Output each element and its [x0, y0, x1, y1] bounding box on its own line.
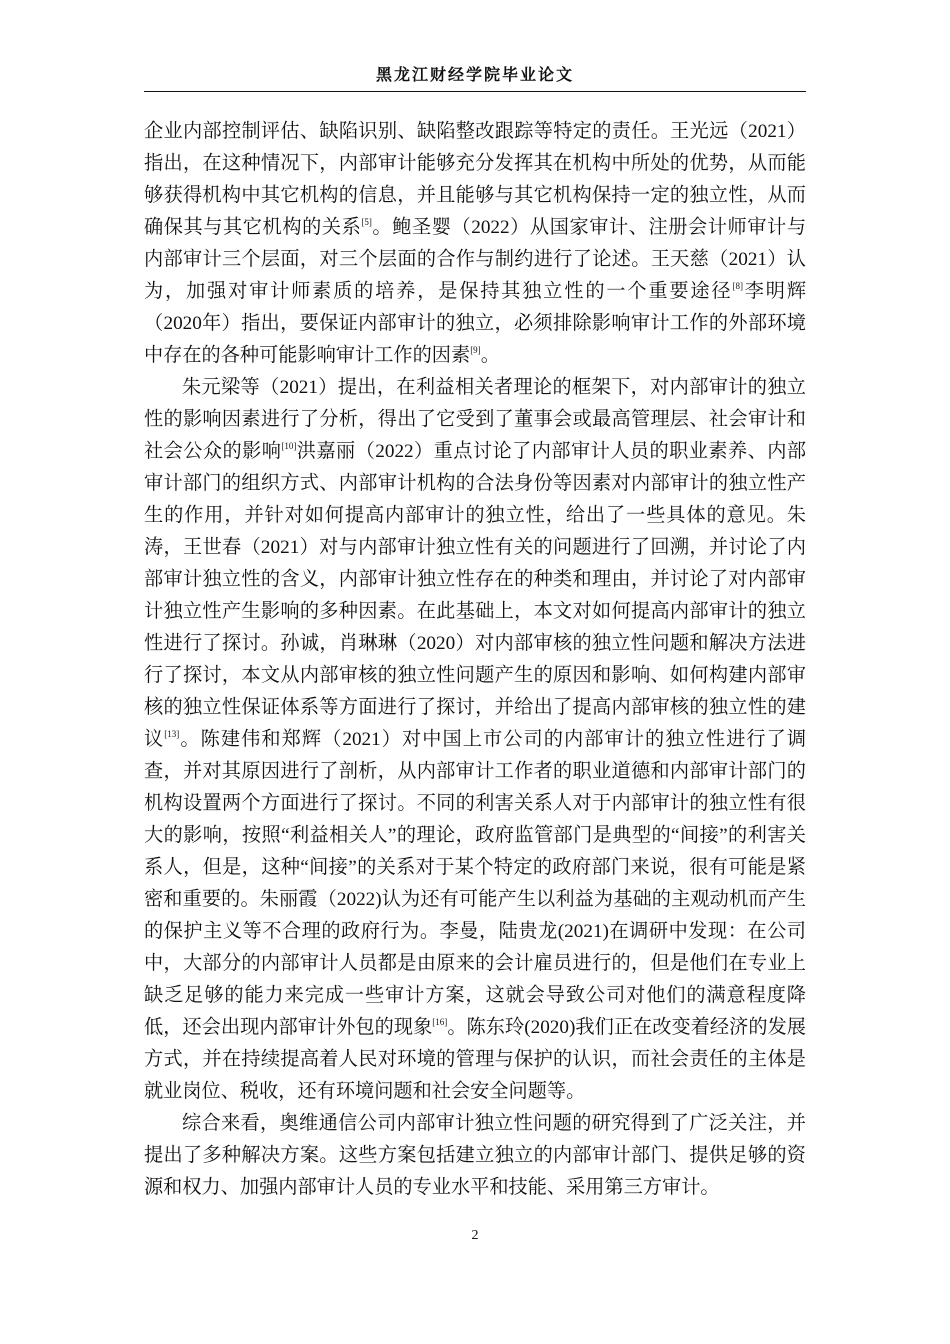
- paragraph-text: 。陈东玲(2020)我们正在改变着经济的发展方式，并在持续提高着人民对环境的管理与保护的认识，而社会责任的主体是就业岗位、税收，还有环境问题和社会安全问题等。: [144, 1017, 806, 1102]
- paragraph-text: 。鲍圣婴（2022）从国家审计、注册会计师审计与内部审计三个层面，对三个层面的合作与制约进行了论述。王天慈（2021）认为，加强对审计师素质的培养，是保持其独立性的一个重要途径: [144, 217, 807, 302]
- paragraph-text: 。: [480, 345, 500, 366]
- paragraph-text: 朱元梁等（2021）提出，在利益相关者理论的框架下，对内部审计的独立性的影响因素进行了分析，得出了它受到了董事会或最高管理层、社会审计和社会公众的影响: [144, 377, 806, 462]
- body-paragraph: [144, 1108, 806, 1204]
- page-header-title: 黑龙江财经学院毕业论文: [375, 65, 574, 84]
- citation-mark: [16]: [432, 1017, 448, 1027]
- body-paragraph: [144, 372, 806, 1108]
- citation-mark: [5]: [361, 217, 372, 227]
- page-number: 2: [471, 1228, 479, 1243]
- paragraph-text: 洪嘉丽（2022）重点讨论了内部审计人员的职业素养、内部审计部门的组织方式、内部审计机构的合法身份等因素对内部审计的独立性产生的作用，并针对如何提高内部审计的独立性，给出了一些具体的意见。朱涛，王世春（2021）对与内部审计独立性有关的问题进行了回溯，并讨论了内部审计独立性的含义，内部审计独立性存在的种类和理由，并讨论了对内部审计独立性产生影响的多种因素。在此基础上，本文对如何提高内部审计的独立性进行了探讨。孙诚，肖琳琳（2020）对内部审核的独立性问题和解决方法进行了探讨，本文从内部审核的独立性问题产生的原因和影响、如何构建内部审核的独立性保证体系等方面进行了探讨，并给出了提高内部审核的独立性的建议: [144, 441, 807, 750]
- citation-mark: [8]: [732, 281, 743, 291]
- body-text: [144, 116, 806, 1204]
- paragraph-text: 李明辉（2020年）指出，要保证内部审计的独立，必须排除影响审计工作的外部环境中存在的各种可能影响审计工作的因素: [144, 281, 807, 366]
- header-divider: [144, 91, 806, 92]
- paragraph-text: 综合来看，奥维通信公司内部审计独立性问题的研究得到了广泛关注，并提出了多种解决方案。这些方案包括建立独立的内部审计部门、提供足够的资源和权力、加强内部审计人员的专业水平和技能、采用第三方审计。: [144, 1113, 806, 1198]
- citation-mark: [13]: [164, 729, 180, 739]
- citation-mark: [9]: [470, 345, 481, 355]
- paragraph-text: 。陈建伟和郑辉（2021）对中国上市公司的内部审计的独立性进行了调查，并对其原因进行了剖析，从内部审计工作者的职业道德和内部审计部门的机构设置两个方面进行了探讨。不同的利害关系人对于内部审计的独立性有很大的影响，按照“利益相关人”的理论，政府监管部门是典型的“间接”的利害关系人，但是，这种“间接”的关系对于某个特定的政府部门来说，很有可能是紧密和重要的。朱丽霞（2022)认为还有可能产生以利益为基础的主观动机而产生的保护主义等不合理的政府行为。李曼，陆贵龙(2021)在调研中发现：在公司中，大部分的内部审计人员都是由原来的会计雇员进行的，但是他们在专业上缺乏足够的能力来完成一些审计方案，这就会导致公司对他们的满意程度降低，还会出现内部审计外包的现象: [144, 729, 807, 1038]
- body-paragraph: [144, 116, 806, 372]
- paragraph-text: 企业内部控制评估、缺陷识别、缺陷整改跟踪等特定的责任。王光远（2021）指出，在这种情况下，内部审计能够充分发挥其在机构中所处的优势，从而能够获得机构中其它机构的信息，并且能够与其它机构保持一定的独立性，从而确保其与其它机构的关系: [144, 121, 806, 238]
- citation-mark: [10]: [281, 441, 297, 451]
